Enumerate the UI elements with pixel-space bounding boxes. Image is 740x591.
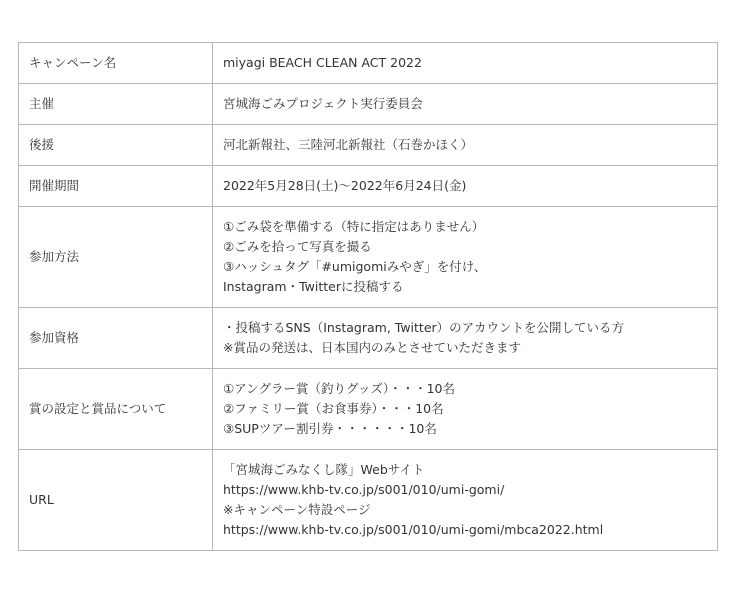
- row-value: [213, 207, 718, 308]
- row-label: 後援: [19, 125, 213, 166]
- value-line: ①アングラー賞（釣りグッズ）・・・10名: [223, 381, 455, 396]
- table-row-url: [19, 450, 718, 551]
- row-label: 賞の設定と賞品について: [19, 369, 213, 450]
- campaign-page-url-link[interactable]: https://www.khb-tv.co.jp/s001/010/umi-gomi/mbca2022.html: [223, 522, 604, 537]
- row-value: [213, 166, 718, 207]
- row-label: 参加資格: [19, 308, 213, 369]
- value-line: 「宮城海ごみなくし隊」Webサイト: [223, 462, 425, 477]
- row-label: 開催期間: [19, 166, 213, 207]
- value-line: ②ファミリー賞（お食事券）・・・10名: [223, 401, 444, 416]
- table-row-campaign-name: [19, 43, 718, 84]
- value-line: ・投稿するSNS（Instagram, Twitter）のアカウントを公開している方: [223, 320, 625, 335]
- row-value: [213, 43, 718, 84]
- value-line: miyagi BEACH CLEAN ACT 2022: [223, 55, 422, 70]
- row-label: 主催: [19, 84, 213, 125]
- value-line: 2022年5月28日(土)〜2022年6月24日(金): [223, 178, 467, 193]
- table-row-supporter: [19, 125, 718, 166]
- row-label: キャンペーン名: [19, 43, 213, 84]
- table-row-prizes: [19, 369, 718, 450]
- campaign-info-table: [18, 42, 718, 551]
- value-line: Instagram・Twitterに投稿する: [223, 279, 404, 294]
- value-line: ③ハッシュタグ「#umigomiみやぎ」を付け、: [223, 259, 487, 274]
- row-value: [213, 125, 718, 166]
- website-url-link[interactable]: https://www.khb-tv.co.jp/s001/010/umi-gomi/: [223, 482, 505, 497]
- row-label: 参加方法: [19, 207, 213, 308]
- table-row-period: [19, 166, 718, 207]
- value-line: ※賞品の発送は、日本国内のみとさせていただきます: [223, 340, 521, 355]
- table-row-eligibility: [19, 308, 718, 369]
- value-line: ③SUPツアー割引券・・・・・・10名: [223, 421, 437, 436]
- row-value: [213, 84, 718, 125]
- value-line: ①ごみ袋を準備する（特に指定はありません）: [223, 219, 485, 234]
- table-row-how-to-join: [19, 207, 718, 308]
- row-value: [213, 450, 718, 551]
- value-line: ②ごみを拾って写真を撮る: [223, 239, 372, 254]
- value-line: 河北新報社、三陸河北新報社（石巻かほく）: [223, 137, 474, 152]
- table-row-organizer: [19, 84, 718, 125]
- row-value: [213, 369, 718, 450]
- value-line: ※キャンペーン特設ページ: [223, 502, 371, 517]
- row-value: [213, 308, 718, 369]
- campaign-info-container: [18, 42, 718, 551]
- row-label: URL: [19, 450, 213, 551]
- value-line: 宮城海ごみプロジェクト実行委員会: [223, 96, 423, 111]
